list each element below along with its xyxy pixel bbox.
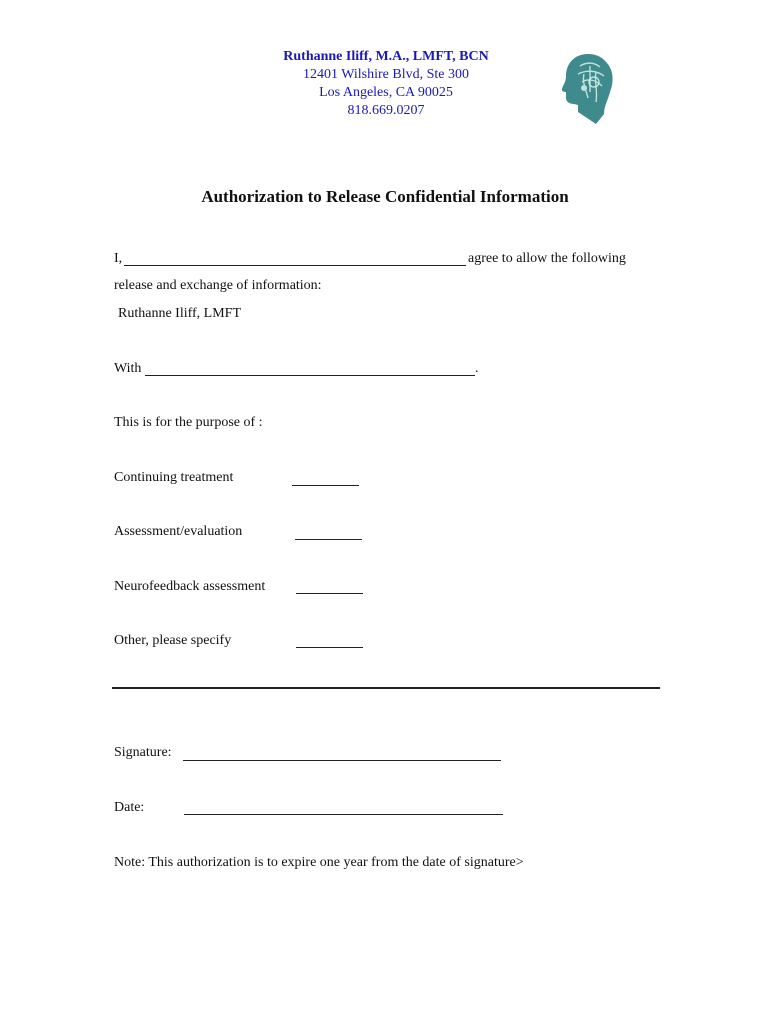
expiration-note: Note: This authorization is to expire one year from the date of signature> [114,855,524,870]
option-blank[interactable] [296,647,363,648]
signature-line[interactable] [183,760,501,761]
section-divider [112,687,660,689]
letterhead [200,48,572,120]
option-blank[interactable] [295,539,362,540]
address-line-1: 12401 Wilshire Blvd, Ste 300 [302,67,469,82]
signature-label: Signature: [114,745,172,760]
option-blank[interactable] [292,485,359,486]
head-silhouette-icon [560,52,616,126]
i-prefix: I, [114,251,123,266]
option-blank[interactable] [296,593,363,594]
phone-number: 818.669.0207 [347,103,425,118]
date-line[interactable] [184,814,503,815]
with-party-line[interactable] [145,375,475,376]
provider-name: Ruthanne Iliff, LMFT [118,306,242,321]
document-title: Authorization to Release Confidential Information [201,187,569,206]
date-label: Date: [114,800,145,815]
release-text: release and exchange of information: [114,278,322,293]
agree-text: agree to allow the following [468,251,626,266]
option-label: Assessment/evaluation [114,524,243,539]
client-name-line[interactable] [124,265,466,266]
address-line-2: Los Angeles, CA 90025 [319,85,453,100]
practitioner-name: Ruthanne Iliff, M.A., LMFT, BCN [283,49,489,64]
option-label: Other, please specify [114,633,232,648]
purpose-text: This is for the purpose of : [114,415,263,430]
with-label: With [114,361,142,376]
option-label: Neurofeedback assessment [114,579,266,594]
with-suffix: . [475,361,479,376]
option-label: Continuing treatment [114,470,234,485]
